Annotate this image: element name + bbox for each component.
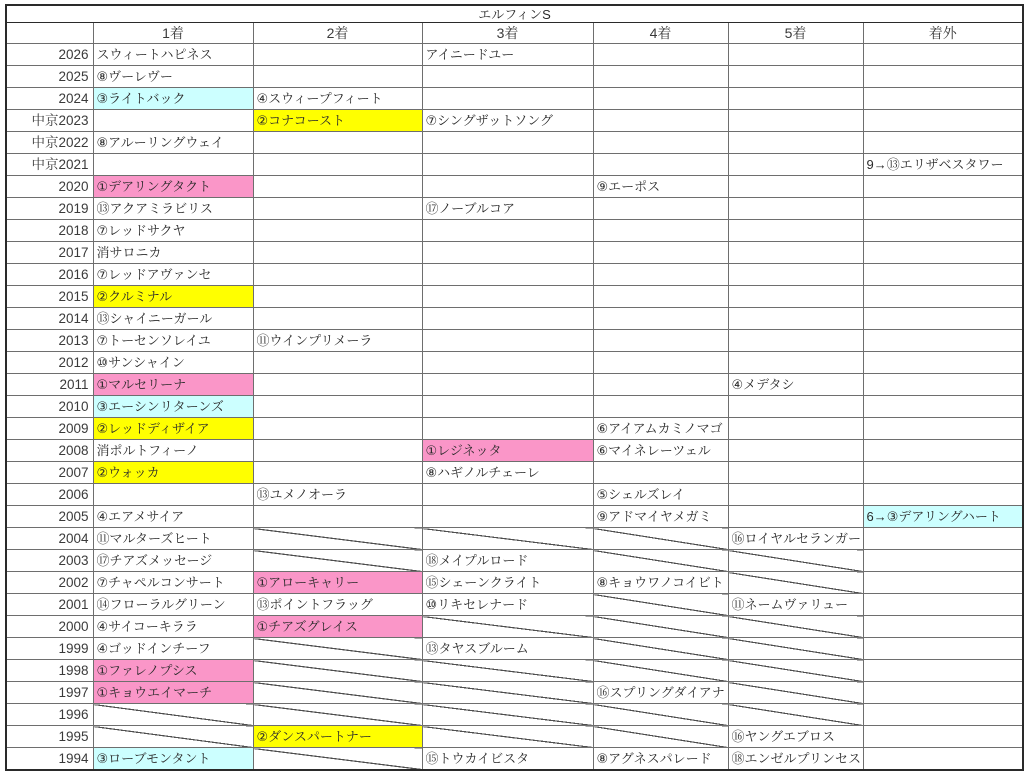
cell-1995-着外[interactable] (863, 726, 1023, 748)
cell-1995-2着[interactable]: ②ダンスパートナー (253, 726, 422, 748)
cell-2020-着外[interactable] (863, 176, 1023, 198)
cell-1996-1着[interactable] (93, 704, 253, 726)
cell-2017-4着[interactable] (593, 242, 728, 264)
cell-1997-4着[interactable]: ⑯スプリングダイアナ (593, 682, 728, 704)
cell-2019-5着[interactable] (728, 198, 863, 220)
cell-2005-2着[interactable] (253, 506, 422, 528)
cell-2013-4着[interactable] (593, 330, 728, 352)
cell-1998-5着[interactable] (728, 660, 863, 682)
cell-2009-2着[interactable] (253, 418, 422, 440)
column-header-6[interactable]: 着外 (863, 23, 1023, 44)
cell-1997-3着[interactable] (422, 682, 593, 704)
cell-2018-2着[interactable] (253, 220, 422, 242)
row-2014 (6, 308, 1023, 330)
spreadsheet (5, 4, 1024, 771)
cell-2008-着外[interactable] (863, 440, 1023, 462)
cell-中京2021-5着[interactable] (728, 154, 863, 176)
cell-2009-1着[interactable]: ②レッドディザイア (93, 418, 253, 440)
cell-2001-4着[interactable] (593, 594, 728, 616)
cell-2020-5着[interactable] (728, 176, 863, 198)
cell-2020-2着[interactable] (253, 176, 422, 198)
cell-中京2023-2着[interactable]: ②コナコースト (253, 110, 422, 132)
cell-2011-3着[interactable] (422, 374, 593, 396)
cell-2016-5着[interactable] (728, 264, 863, 286)
cell-2025-5着[interactable] (728, 66, 863, 88)
cell-2009-着外[interactable] (863, 418, 1023, 440)
year-cell-2016[interactable]: 2016 (6, 264, 93, 286)
cell-2018-着外[interactable] (863, 220, 1023, 242)
cell-1994-2着[interactable] (253, 748, 422, 771)
cell-中京2022-着外[interactable] (863, 132, 1023, 154)
cell-2000-2着[interactable]: ①チアズグレイス (253, 616, 422, 638)
race-title[interactable]: エルフィンS (6, 5, 1023, 23)
cell-2024-3着[interactable] (422, 88, 593, 110)
column-header-1[interactable]: 1着 (93, 23, 253, 44)
row-2005 (6, 506, 1023, 528)
cell-2001-着外[interactable] (863, 594, 1023, 616)
cell-2024-1着[interactable]: ③ライトバック (93, 88, 253, 110)
cell-2007-4着[interactable] (593, 462, 728, 484)
cell-2015-4着[interactable] (593, 286, 728, 308)
cell-中京2021-3着[interactable] (422, 154, 593, 176)
year-cell-2017[interactable]: 2017 (6, 242, 93, 264)
cell-2008-3着[interactable]: ①レジネッタ (422, 440, 593, 462)
cell-2002-2着[interactable]: ①アローキャリー (253, 572, 422, 594)
cell-1997-1着[interactable]: ①キョウエイマーチ (93, 682, 253, 704)
year-cell-2002[interactable]: 2002 (6, 572, 93, 594)
cell-1994-5着[interactable]: ⑱エンゼルプリンセス (728, 748, 863, 771)
row-2012 (6, 352, 1023, 374)
cell-2002-4着[interactable]: ⑧キョウワノコイビト (593, 572, 728, 594)
cell-中京2022-4着[interactable] (593, 132, 728, 154)
cell-2026-5着[interactable] (728, 44, 863, 66)
cell-2017-着外[interactable] (863, 242, 1023, 264)
row-中京2022 (6, 132, 1023, 154)
cell-2016-4着[interactable] (593, 264, 728, 286)
cell-2003-5着[interactable] (728, 550, 863, 572)
cell-2020-3着[interactable] (422, 176, 593, 198)
row-中京2021 (6, 154, 1023, 176)
cell-2018-5着[interactable] (728, 220, 863, 242)
cell-2010-4着[interactable] (593, 396, 728, 418)
race-results-table (5, 4, 1024, 771)
row-2001 (6, 594, 1023, 616)
cell-1996-3着[interactable] (422, 704, 593, 726)
cell-2015-5着[interactable] (728, 286, 863, 308)
year-cell-2014[interactable]: 2014 (6, 308, 93, 330)
cell-中京2021-4着[interactable] (593, 154, 728, 176)
cell-2025-1着[interactable]: ⑧ヴーレヴー (93, 66, 253, 88)
cell-2000-着外[interactable] (863, 616, 1023, 638)
row-1995 (6, 726, 1023, 748)
cell-2005-3着[interactable] (422, 506, 593, 528)
cell-2003-1着[interactable]: ⑰チアズメッセージ (93, 550, 253, 572)
cell-2000-3着[interactable] (422, 616, 593, 638)
cell-2009-5着[interactable] (728, 418, 863, 440)
cell-2006-4着[interactable]: ⑤シェルズレイ (593, 484, 728, 506)
row-2018 (6, 220, 1023, 242)
cell-2007-1着[interactable]: ②ウォッカ (93, 462, 253, 484)
cell-2006-2着[interactable]: ⑬ユメノオーラ (253, 484, 422, 506)
cell-中京2022-3着[interactable] (422, 132, 593, 154)
cell-2020-1着[interactable]: ①デアリングタクト (93, 176, 253, 198)
cell-2010-5着[interactable] (728, 396, 863, 418)
column-header-3[interactable]: 3着 (422, 23, 593, 44)
cell-2016-1着[interactable]: ⑦レッドアヴァンセ (93, 264, 253, 286)
cell-2005-5着[interactable] (728, 506, 863, 528)
row-1999 (6, 638, 1023, 660)
row-2013 (6, 330, 1023, 352)
cell-2006-1着[interactable] (93, 484, 253, 506)
row-2015 (6, 286, 1023, 308)
cell-1994-着外[interactable] (863, 748, 1023, 771)
cell-2002-着外[interactable] (863, 572, 1023, 594)
cell-2014-着外[interactable] (863, 308, 1023, 330)
cell-2018-1着[interactable]: ⑦レッドサクヤ (93, 220, 253, 242)
cell-2012-3着[interactable] (422, 352, 593, 374)
cell-中京2023-4着[interactable] (593, 110, 728, 132)
cell-1999-2着[interactable] (253, 638, 422, 660)
cell-2026-4着[interactable] (593, 44, 728, 66)
year-cell-中京2021[interactable]: 中京2021 (6, 154, 93, 176)
year-cell-2020[interactable]: 2020 (6, 176, 93, 198)
cell-1994-4着[interactable]: ⑧アグネスパレード (593, 748, 728, 771)
cell-2012-2着[interactable] (253, 352, 422, 374)
year-cell-1995[interactable]: 1995 (6, 726, 93, 748)
cell-1999-4着[interactable] (593, 638, 728, 660)
cell-2010-着外[interactable] (863, 396, 1023, 418)
cell-1997-着外[interactable] (863, 682, 1023, 704)
row-2006 (6, 484, 1023, 506)
row-1996 (6, 704, 1023, 726)
cell-1998-4着[interactable] (593, 660, 728, 682)
cell-2013-2着[interactable]: ⑪ウインプリメーラ (253, 330, 422, 352)
cell-2005-4着[interactable]: ⑨アドマイヤメガミ (593, 506, 728, 528)
cell-1996-2着[interactable] (253, 704, 422, 726)
cell-1998-2着[interactable] (253, 660, 422, 682)
year-cell-2019[interactable]: 2019 (6, 198, 93, 220)
cell-1999-5着[interactable] (728, 638, 863, 660)
cell-2012-着外[interactable] (863, 352, 1023, 374)
cell-2026-2着[interactable] (253, 44, 422, 66)
row-2024 (6, 88, 1023, 110)
row-2017 (6, 242, 1023, 264)
year-cell-2000[interactable]: 2000 (6, 616, 93, 638)
cell-2014-3着[interactable] (422, 308, 593, 330)
year-cell-2008[interactable]: 2008 (6, 440, 93, 462)
cell-2005-1着[interactable]: ④エアメサイア (93, 506, 253, 528)
cell-2001-3着[interactable]: ⑩リキセレナード (422, 594, 593, 616)
cell-2004-5着[interactable]: ⑯ロイヤルセランガー (728, 528, 863, 550)
cell-2014-4着[interactable] (593, 308, 728, 330)
cell-2003-4着[interactable] (593, 550, 728, 572)
cell-2017-3着[interactable] (422, 242, 593, 264)
row-2011 (6, 374, 1023, 396)
cell-1995-5着[interactable]: ⑯ヤングエブロス (728, 726, 863, 748)
row-2010 (6, 396, 1023, 418)
cell-2008-4着[interactable]: ⑥マイネレーツェル (593, 440, 728, 462)
cell-中京2021-着外[interactable]: 9→⑬エリザベスタワー (863, 154, 1023, 176)
cell-2024-着外[interactable] (863, 88, 1023, 110)
column-header-2[interactable]: 2着 (253, 23, 422, 44)
cell-2019-着外[interactable] (863, 198, 1023, 220)
cell-2009-3着[interactable] (422, 418, 593, 440)
cell-2011-5着[interactable]: ④メデタシ (728, 374, 863, 396)
cell-2013-5着[interactable] (728, 330, 863, 352)
cell-2004-2着[interactable] (253, 528, 422, 550)
cell-2014-5着[interactable] (728, 308, 863, 330)
cell-2005-着外[interactable]: 6→③デアリングハート (863, 506, 1023, 528)
cell-2018-4着[interactable] (593, 220, 728, 242)
cell-2012-1着[interactable]: ⑩サンシャイン (93, 352, 253, 374)
cell-2008-5着[interactable] (728, 440, 863, 462)
year-cell-2003[interactable]: 2003 (6, 550, 93, 572)
cell-2007-着外[interactable] (863, 462, 1023, 484)
cell-2011-2着[interactable] (253, 374, 422, 396)
cell-2010-2着[interactable] (253, 396, 422, 418)
cell-2003-2着[interactable] (253, 550, 422, 572)
cell-1998-3着[interactable] (422, 660, 593, 682)
cell-2007-3着[interactable]: ⑧ハギノルチェーレ (422, 462, 593, 484)
year-cell-2004[interactable]: 2004 (6, 528, 93, 550)
cell-中京2023-3着[interactable]: ⑦シングザットソング (422, 110, 593, 132)
cell-2006-5着[interactable] (728, 484, 863, 506)
cell-2015-3着[interactable] (422, 286, 593, 308)
cell-1996-5着[interactable] (728, 704, 863, 726)
cell-2018-3着[interactable] (422, 220, 593, 242)
year-cell-2005[interactable]: 2005 (6, 506, 93, 528)
row-2020 (6, 176, 1023, 198)
cell-2017-5着[interactable] (728, 242, 863, 264)
row-2019 (6, 198, 1023, 220)
cell-2013-着外[interactable] (863, 330, 1023, 352)
cell-2017-2着[interactable] (253, 242, 422, 264)
cell-2019-1着[interactable]: ⑬アクアミラビリス (93, 198, 253, 220)
row-2002 (6, 572, 1023, 594)
cell-2025-4着[interactable] (593, 66, 728, 88)
year-cell-2015[interactable]: 2015 (6, 286, 93, 308)
row-2026 (6, 44, 1023, 66)
year-cell-1996[interactable]: 1996 (6, 704, 93, 726)
cell-中京2021-2着[interactable] (253, 154, 422, 176)
cell-2019-2着[interactable] (253, 198, 422, 220)
year-cell-1994[interactable]: 1994 (6, 748, 93, 771)
cell-1997-5着[interactable] (728, 682, 863, 704)
cell-1999-3着[interactable]: ⑬タヤスブルーム (422, 638, 593, 660)
year-cell-1997[interactable]: 1997 (6, 682, 93, 704)
row-2004 (6, 528, 1023, 550)
year-cell-2024[interactable]: 2024 (6, 88, 93, 110)
cell-2004-3着[interactable] (422, 528, 593, 550)
cell-中京2023-着外[interactable] (863, 110, 1023, 132)
cell-2006-3着[interactable] (422, 484, 593, 506)
cell-2025-3着[interactable] (422, 66, 593, 88)
cell-2003-3着[interactable]: ⑱メイプルロード (422, 550, 593, 572)
cell-2004-4着[interactable] (593, 528, 728, 550)
row-1998 (6, 660, 1023, 682)
cell-1995-1着[interactable] (93, 726, 253, 748)
cell-2025-2着[interactable] (253, 66, 422, 88)
cell-2011-着外[interactable] (863, 374, 1023, 396)
cell-2016-2着[interactable] (253, 264, 422, 286)
cell-中京2023-5着[interactable] (728, 110, 863, 132)
cell-1994-1着[interactable]: ③ローブモンタント (93, 748, 253, 771)
cell-2002-1着[interactable]: ⑦チャペルコンサート (93, 572, 253, 594)
cell-2002-3着[interactable]: ⑮シェーンクライト (422, 572, 593, 594)
cell-2001-5着[interactable]: ⑪ネームヴァリュー (728, 594, 863, 616)
row-2003 (6, 550, 1023, 572)
cell-2014-2着[interactable] (253, 308, 422, 330)
cell-2010-3着[interactable] (422, 396, 593, 418)
year-cell-2010[interactable]: 2010 (6, 396, 93, 418)
year-cell-2001[interactable]: 2001 (6, 594, 93, 616)
cell-中京2022-2着[interactable] (253, 132, 422, 154)
cell-2000-4着[interactable] (593, 616, 728, 638)
year-cell-2006[interactable]: 2006 (6, 484, 93, 506)
cell-1994-3着[interactable]: ⑮トウカイビスタ (422, 748, 593, 771)
cell-中京2023-1着[interactable] (93, 110, 253, 132)
cell-1998-着外[interactable] (863, 660, 1023, 682)
cell-2024-5着[interactable] (728, 88, 863, 110)
cell-2025-着外[interactable] (863, 66, 1023, 88)
year-cell-中京2023[interactable]: 中京2023 (6, 110, 93, 132)
cell-2007-2着[interactable] (253, 462, 422, 484)
cell-2019-4着[interactable] (593, 198, 728, 220)
year-cell-2025[interactable]: 2025 (6, 66, 93, 88)
row-2025 (6, 66, 1023, 88)
year-cell-2009[interactable]: 2009 (6, 418, 93, 440)
cell-2013-1着[interactable]: ⑦トーセンソレイユ (93, 330, 253, 352)
row-2000 (6, 616, 1023, 638)
cell-2009-4着[interactable]: ⑥アイアムカミノマゴ (593, 418, 728, 440)
cell-中京2021-1着[interactable] (93, 154, 253, 176)
row-2008 (6, 440, 1023, 462)
cell-2008-2着[interactable] (253, 440, 422, 462)
column-header-row (6, 23, 1023, 44)
cell-1997-2着[interactable] (253, 682, 422, 704)
cell-1996-4着[interactable] (593, 704, 728, 726)
cell-2026-3着[interactable]: アイニードユー (422, 44, 593, 66)
cell-2015-1着[interactable]: ②クルミナル (93, 286, 253, 308)
cell-2001-2着[interactable]: ⑬ポイントフラッグ (253, 594, 422, 616)
cell-2026-着外[interactable] (863, 44, 1023, 66)
cell-2012-4着[interactable] (593, 352, 728, 374)
row-2007 (6, 462, 1023, 484)
cell-2004-1着[interactable]: ⑪マルターズヒート (93, 528, 253, 550)
cell-2015-2着[interactable] (253, 286, 422, 308)
cell-2024-4着[interactable] (593, 88, 728, 110)
cell-2015-着外[interactable] (863, 286, 1023, 308)
row-1994 (6, 748, 1023, 771)
cell-2019-3着[interactable]: ⑰ノーブルコア (422, 198, 593, 220)
year-cell-中京2022[interactable]: 中京2022 (6, 132, 93, 154)
cell-2004-着外[interactable] (863, 528, 1023, 550)
cell-中京2022-1着[interactable]: ⑧アルーリングウェイ (93, 132, 253, 154)
year-cell-2013[interactable]: 2013 (6, 330, 93, 352)
cell-2011-1着[interactable]: ①マルセリーナ (93, 374, 253, 396)
cell-2010-1着[interactable]: ③エーシンリターンズ (93, 396, 253, 418)
year-cell-2007[interactable]: 2007 (6, 462, 93, 484)
cell-1999-着外[interactable] (863, 638, 1023, 660)
cell-2008-1着[interactable]: 消ポルトフィーノ (93, 440, 253, 462)
cell-2024-2着[interactable]: ④スウィープフィート (253, 88, 422, 110)
year-cell-1999[interactable]: 1999 (6, 638, 93, 660)
cell-2017-1着[interactable]: 消サロニカ (93, 242, 253, 264)
cell-2000-5着[interactable] (728, 616, 863, 638)
title-row (6, 5, 1023, 23)
cell-2006-着外[interactable] (863, 484, 1023, 506)
cell-2014-1着[interactable]: ⑬シャイニーガール (93, 308, 253, 330)
year-cell-2026[interactable]: 2026 (6, 44, 93, 66)
cell-2003-着外[interactable] (863, 550, 1023, 572)
year-cell-2018[interactable]: 2018 (6, 220, 93, 242)
row-2016 (6, 264, 1023, 286)
cell-2007-5着[interactable] (728, 462, 863, 484)
cell-2016-着外[interactable] (863, 264, 1023, 286)
cell-2002-5着[interactable] (728, 572, 863, 594)
cell-2001-1着[interactable]: ⑭フローラルグリーン (93, 594, 253, 616)
cell-2012-5着[interactable] (728, 352, 863, 374)
cell-2000-1着[interactable]: ④サイコーキララ (93, 616, 253, 638)
year-cell-2011[interactable]: 2011 (6, 374, 93, 396)
row-2009 (6, 418, 1023, 440)
year-column-header[interactable] (6, 23, 93, 44)
year-cell-2012[interactable]: 2012 (6, 352, 93, 374)
column-header-5[interactable]: 5着 (728, 23, 863, 44)
cell-2020-4着[interactable]: ⑨エーポス (593, 176, 728, 198)
cell-1996-着外[interactable] (863, 704, 1023, 726)
year-cell-1998[interactable]: 1998 (6, 660, 93, 682)
cell-2011-4着[interactable] (593, 374, 728, 396)
cell-1998-1着[interactable]: ①ファレノプシス (93, 660, 253, 682)
row-1997 (6, 682, 1023, 704)
cell-1995-4着[interactable] (593, 726, 728, 748)
cell-2026-1着[interactable]: スウィートハピネス (93, 44, 253, 66)
cell-2013-3着[interactable] (422, 330, 593, 352)
cell-中京2022-5着[interactable] (728, 132, 863, 154)
cell-1999-1着[interactable]: ④ゴッドインチーフ (93, 638, 253, 660)
column-header-4[interactable]: 4着 (593, 23, 728, 44)
cell-2016-3着[interactable] (422, 264, 593, 286)
row-中京2023 (6, 110, 1023, 132)
cell-1995-3着[interactable] (422, 726, 593, 748)
